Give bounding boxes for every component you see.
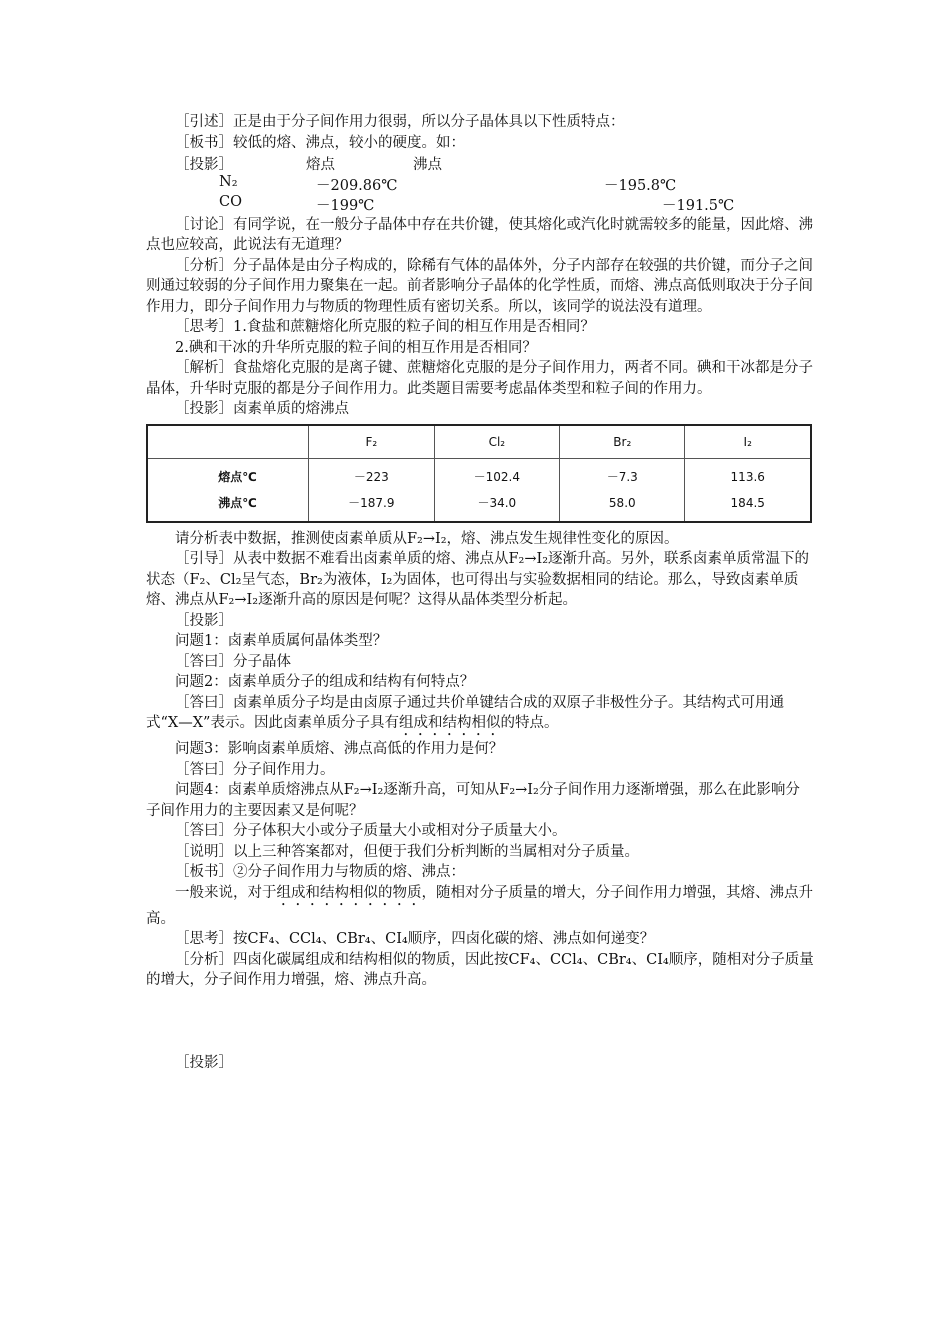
guide-paragraph: ［引导］从表中数据不难看出卤素单质的熔、沸点从F₂→I₂逐渐升高。另外，联系卤素单质常温下的状态（F₂、Cl₂呈气态，Br₂为液体，I₂为固体，也可得出与实验数据相同的结论。那么，导致卤素单质熔、沸点从F₂→I₂逐渐升高的原因是何呢？这得从晶体类型分析起。	[146, 551, 810, 608]
answer-2	[146, 693, 814, 740]
board-paragraph-2: ［板书］②分子间作用力与物质的熔、沸点：	[175, 864, 465, 880]
table-row	[147, 490, 811, 522]
table-cell: －223	[309, 458, 435, 490]
question-3: 问题3：影响卤素单质熔、沸点高低的作用力是何？	[175, 741, 504, 757]
projection-tag-3: ［投影］	[175, 1054, 233, 1071]
halogen-table	[146, 424, 812, 523]
think-question-2: 2.碘和干冰的升华所克服的粒子间的相互作用是否相同？	[175, 339, 537, 356]
projection-table-title: ［投影］卤素单质的熔沸点	[175, 401, 349, 417]
discussion-paragraph: ［讨论］有同学说，在一般分子晶体中存在共价键，使其熔化或汽化时就需较多的能量，因此熔、沸点也应较高，此说法有无道理？	[146, 216, 813, 253]
rule-emphasis: 组成和结构相似的物质	[276, 884, 422, 901]
answer-1: ［答曰］分子晶体	[175, 653, 291, 670]
co-melting: －199℃	[316, 198, 375, 214]
n2-melting: －209.86℃	[316, 177, 398, 194]
table-cell: 184.5	[685, 490, 811, 522]
table-header-cell: Br₂	[560, 425, 685, 459]
analysis-paragraph-2: ［分析］四卤化碳属组成和结构相似的物质，因此按CF₄、CCl₄、CBr₄、CI₄顺序，随相对分子质量的增大，分子间作用力增强，熔、沸点升高。	[146, 951, 814, 988]
projection-tag-2: ［投影］	[175, 612, 233, 629]
boiling-point-header: 沸点	[413, 157, 442, 173]
document-body	[146, 112, 814, 1073]
table-cell: 113.6	[685, 458, 811, 490]
answer-4: ［答曰］分子体积大小或分子质量大小或相对分子质量大小。	[175, 823, 567, 839]
table-cell: －7.3	[560, 458, 685, 490]
n2-boiling: －195.8℃	[604, 177, 677, 194]
answer-2-emphasis: 组成和结构相似	[398, 715, 501, 731]
rule-paragraph	[146, 883, 814, 930]
answer-2-text: ［答曰］卤素单质分子均是由卤原子通过共价单键结合成的双原子非极性分子。其结构式可用通式“X—X”表示。因此卤素单质分子具有	[146, 694, 784, 731]
question-4: 问题4：卤素单质熔沸点从F₂→I₂逐渐升高，可知从F₂→I₂分子间作用力逐渐增强，那么在此影响分子间作用力的主要因素又是何呢？	[146, 782, 800, 819]
question-2: 问题2：卤素单质分子的组成和结构有何特点？	[175, 674, 475, 690]
table-header-row	[147, 425, 811, 459]
table-cell: －187.9	[309, 490, 435, 522]
rule-text: 一般来说，对于	[175, 884, 277, 901]
melting-point-header: 熔点	[306, 157, 335, 173]
co-boiling: －191.5℃	[662, 198, 735, 214]
analysis-paragraph: ［分析］分子晶体是由分子构成的，除稀有气体的晶体外，分子内部存在较强的共价键，而分子之间则通过较弱的分子间作用力聚集在一起。前者影响分子晶体的化学性质，而熔、沸点高低则取决于分子间作用力，即分子间作用力与物质的物理性质有密切关系。所以，该同学的说法没有道理。	[146, 257, 813, 315]
table-header-cell: F₂	[309, 425, 435, 459]
question-1: 问题1：卤素单质属何晶体类型？	[175, 633, 388, 649]
table-cell: －102.4	[434, 458, 560, 490]
rule-end: ，随相对分子质量的增大，分子间作用力增强，其熔、沸点升高。	[146, 884, 813, 927]
table-header-cell: I₂	[685, 425, 811, 459]
answer-2-end: 的特点。	[500, 715, 559, 731]
table-row-label: 沸点℃	[218, 496, 257, 510]
think-question-3: ［思考］按CF₄、CCl₄、CBr₄、CI₄顺序，四卤化碳的熔、沸点如何递变？	[175, 931, 655, 947]
explanation-paragraph: ［解析］食盐熔化克服的是离子键、蔗糖熔化克服的是分子间作用力，两者不同。碘和干冰都是分子晶体，升华时克服的都是分子间作用力。此类题目需要考虑晶体类型和粒子间的作用力。	[146, 360, 813, 397]
blank-space	[146, 991, 814, 1053]
n2-row	[146, 174, 814, 195]
table-row	[147, 458, 811, 490]
co-row	[146, 194, 814, 215]
note-paragraph: ［说明］以上三种答案都对，但便于我们分析判断的当属相对分子质量。	[175, 843, 639, 860]
after-table-paragraph: 请分析表中数据，推测使卤素单质从F₂→I₂，熔、沸点发生规律性变化的原因。	[175, 530, 679, 547]
board-paragraph: ［板书］较低的熔、沸点，较小的硬度。如：	[175, 134, 465, 151]
table-cell: －34.0	[434, 490, 560, 522]
projection-header	[146, 153, 814, 174]
projection-tag: ［投影］	[175, 157, 233, 173]
n2-name: N₂	[219, 173, 238, 190]
answer-3: ［答曰］分子间作用力。	[175, 761, 335, 778]
intro-paragraph: ［引述］正是由于分子间作用力很弱，所以分子晶体具以下性质特点：	[175, 114, 625, 130]
table-cell: 58.0	[560, 490, 685, 522]
table-corner-cell	[147, 425, 309, 459]
table-header-cell: Cl₂	[434, 425, 560, 459]
co-name: CO	[219, 194, 242, 210]
table-row-label: 熔点℃	[218, 470, 257, 484]
think-question-1: ［思考］1.食盐和蔗糖熔化所克服的粒子间的相互作用是否相同？	[175, 319, 595, 335]
